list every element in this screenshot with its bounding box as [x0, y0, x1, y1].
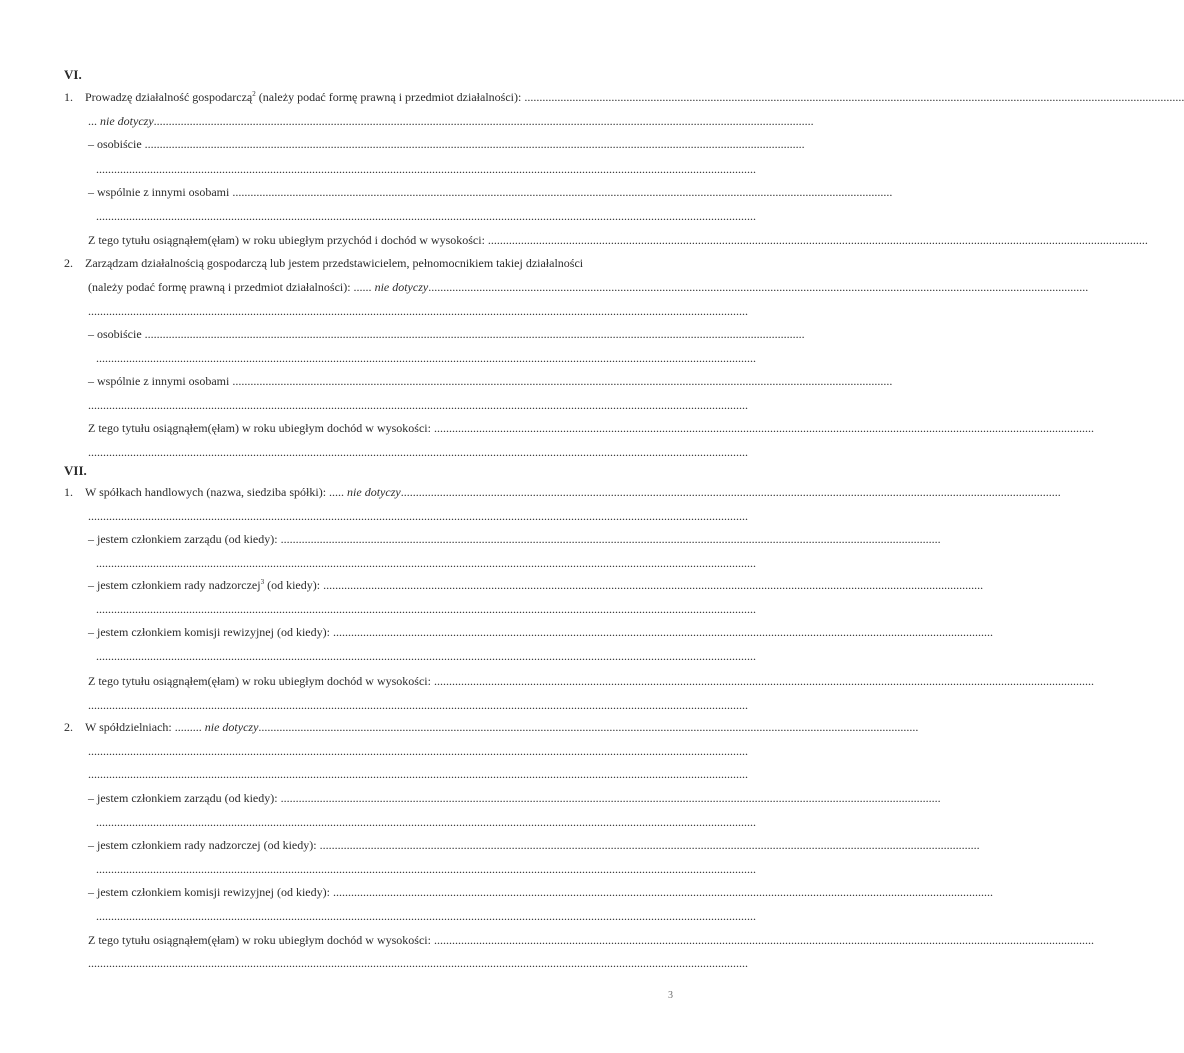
vii-item2-line1: 2. W spółdzielniach: ......... nie dotyczy............................................................................................................................................................................................................................ — [64, 720, 919, 734]
vi-item2-number: 2. — [64, 256, 73, 270]
vii-item2-supervisory-fill: ............................................................................................................................................................................................................................ — [96, 862, 756, 876]
vi-item1-income: Z tego tytułu osiągnąłem(ęłam) w roku ubiegłym przychód i dochód w wysokości: ............................................................................................................................................................................................................................ — [88, 233, 1148, 247]
vii-item1-number: 1. — [64, 485, 73, 499]
vii-item2-audit: – jestem członkiem komisji rewizyjnej (od kiedy): ............................................................................................................................................................................................................................ — [88, 885, 993, 899]
vii-item2-board: – jestem członkiem zarządu (od kiedy): ............................................................................................................................................................................................................................ — [88, 791, 941, 805]
vi-item1-number: 1. — [64, 90, 73, 104]
vi-item2-answer: nie dotyczy — [374, 280, 429, 294]
footnote-marker-2: 2 — [252, 90, 256, 98]
vii-item2-number: 2. — [64, 720, 73, 734]
vi-item2-personally-fill: ............................................................................................................................................................................................................................ — [96, 351, 756, 365]
vii-item2-fill-1: ............................................................................................................................................................................................................................ — [88, 744, 748, 758]
section-vii-heading: VII. — [64, 463, 87, 478]
vii-item2-supervisory: – jestem członkiem rady nadzorczej (od kiedy): ............................................................................................................................................................................................................................ — [88, 838, 980, 852]
vi-item2-text: Zarządzam działalnością gospodarczą lub jestem przedstawicielem, pełnomocnikiem takiej działalności — [85, 256, 584, 270]
vi-item2-personally: – osobiście ............................................................................................................................................................................................................................ — [88, 327, 805, 341]
dotted-fill: ............................................................................................................................................................................................................................ — [524, 90, 1184, 104]
vii-item2-income: Z tego tytułu osiągnąłem(ęłam) w roku ubiegłym dochód w wysokości: ............................................................................................................................................................................................................................ — [88, 933, 1094, 947]
section-vi-heading: VI. — [64, 67, 82, 82]
vi-item1-line1 — [64, 90, 1184, 105]
footnote-marker-3: 3 — [260, 578, 265, 586]
vii-item1-income-fill: ............................................................................................................................................................................................................................ — [88, 698, 748, 712]
vi-item2-jointly-fill: ............................................................................................................................................................................................................................ — [88, 398, 748, 412]
vii-item1-fill: ............................................................................................................................................................................................................................ — [88, 509, 748, 523]
vii-item1-supervisory-fill: ............................................................................................................................................................................................................................ — [96, 602, 756, 616]
vi-item2-line2: (należy podać formę prawną i przedmiot działalności): ...... nie dotyczy............................................................................................................................................................................................................................ — [88, 280, 1089, 294]
vii-item1-board: – jestem członkiem zarządu (od kiedy): ............................................................................................................................................................................................................................ — [88, 532, 941, 546]
page-number: 3 — [668, 990, 673, 1001]
vii-item2-fill-2: ............................................................................................................................................................................................................................ — [88, 767, 748, 781]
vi-item2-income-fill: ............................................................................................................................................................................................................................ — [88, 445, 748, 459]
vii-item2-answer: nie dotyczy — [204, 720, 259, 734]
vi-item1-text-after: (należy podać formę prawną i przedmiot działalności): — [255, 90, 525, 104]
vi-item2-fill: ............................................................................................................................................................................................................................ — [88, 304, 748, 318]
vi-item1-personally-fill: ............................................................................................................................................................................................................................ — [96, 162, 756, 176]
vi-item2-income: Z tego tytułu osiągnąłem(ęłam) w roku ubiegłym dochód w wysokości: ............................................................................................................................................................................................................................ — [88, 421, 1094, 435]
vii-item2-income-fill: ............................................................................................................................................................................................................................ — [88, 956, 748, 970]
vi-item1-personally: – osobiście ............................................................................................................................................................................................................................ — [88, 137, 805, 151]
vi-item1-text: Prowadzę działalność gospodarczą — [85, 90, 253, 104]
vii-item2-board-fill: ............................................................................................................................................................................................................................ — [96, 815, 756, 829]
vii-item1-board-fill: ............................................................................................................................................................................................................................ — [96, 556, 756, 570]
vi-item1-jointly: – wspólnie z innymi osobami ............................................................................................................................................................................................................................ — [88, 185, 893, 199]
vii-item1-answer: nie dotyczy — [347, 485, 401, 499]
vi-item2-jointly: – wspólnie z innymi osobami ............................................................................................................................................................................................................................ — [88, 374, 893, 388]
vi-item1-answer-line: ... nie dotyczy............................................................................................................................................................................................................................ — [88, 114, 814, 128]
vi-item1-jointly-fill: ............................................................................................................................................................................................................................ — [96, 209, 756, 223]
vii-item1-supervisory: – jestem członkiem rady nadzorczej$^3$ (od kiedy): ............................................................................................................................................................................................................................ — [88, 578, 984, 592]
vii-item1-income: Z tego tytułu osiągnąłem(ęłam) w roku ubiegłym dochód w wysokości: ............................................................................................................................................................................................................................ — [88, 674, 1094, 688]
vii-item1-line1: 1. W spółkach handlowych (nazwa, siedziba spółki): ..... nie dotyczy............................................................................................................................................................................................................................ — [64, 485, 1061, 499]
vii-item2-audit-fill: ............................................................................................................................................................................................................................ — [96, 909, 756, 923]
vii-item1-audit: – jestem członkiem komisji rewizyjnej (od kiedy): ............................................................................................................................................................................................................................ — [88, 625, 993, 639]
vi-item2-line1 — [64, 256, 662, 271]
vii-item1-audit-fill: ............................................................................................................................................................................................................................ — [96, 649, 756, 663]
vi-item1-answer: nie dotyczy — [100, 114, 154, 128]
